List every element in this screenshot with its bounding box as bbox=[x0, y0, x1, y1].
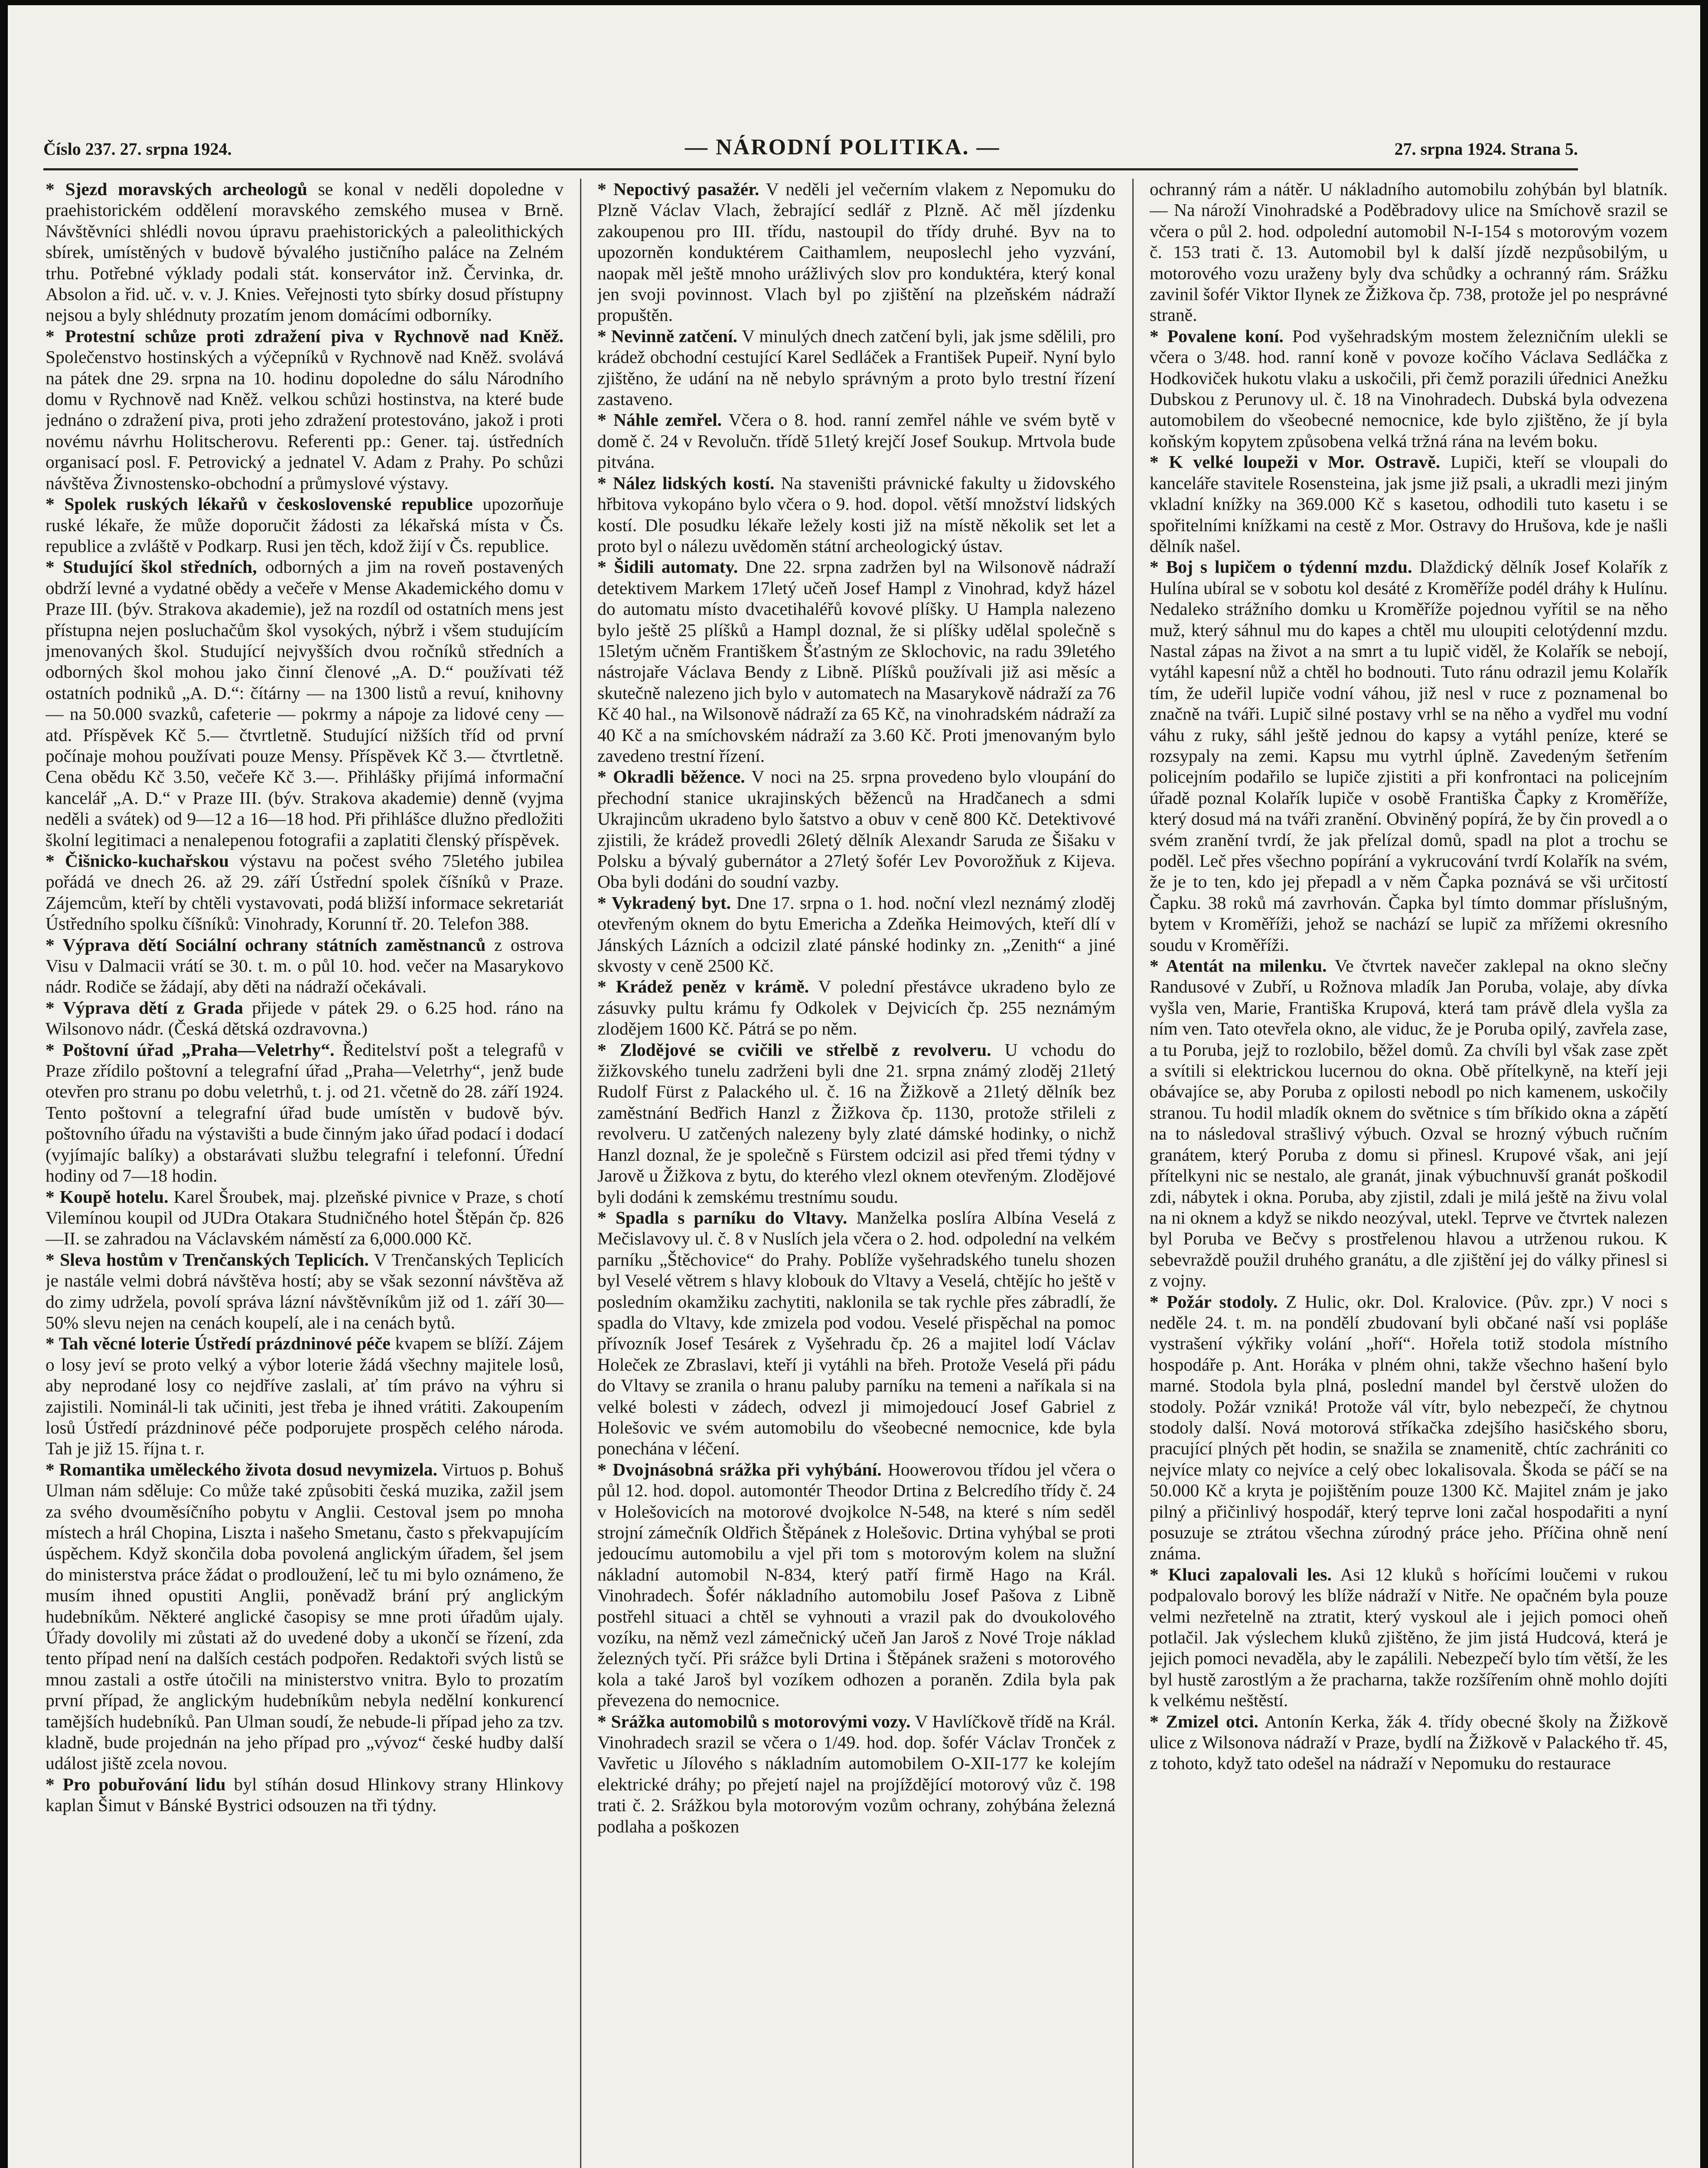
news-body: V Havlíčkově třídě na Král. Vinohradech srazil se včera o 1/49. hod. dop. šofér Václav Tronček z Vavřetic u Jílového s nákladním automobilem O-XII-177 ke kolejím elektrické dráhy; po přejetí najel na projíždějící motorový vůz č. 198 trati č. 2. Srážkou byla motorovým vozům ochrany, zohýbána železná podlaha a poškozen bbox=[597, 1711, 1115, 1836]
news-body: V Trenčanských Teplicích je nastále velmi dobrá návštěva hostí; aby se však sezonní návštěva až do zimy udržela, povolí správa lázní návštěvníkům již od 1. září 30—50% slevu nejen na cenách koupelí, ale i na cenách bytů. bbox=[46, 1249, 564, 1332]
issue-number-date: Číslo 237. 27. srpna 1924. bbox=[43, 139, 232, 159]
page-header bbox=[43, 134, 1578, 165]
news-body: Pod vyšehradským mostem železničním ulekli se včera o 3/48. hod. ranní koně v povoze kočího Václava Sedláčka z Hodkoviček hukotu vlaku a uskočili, při čemž porazili úřednici Anežku Dubskou z Perunovy ul. č. 18 na Vinohradech. Dubská byla odvezena automobilem do všeobecné nemocnice, kde bylo zjištěno, že jí byla koňským kopytem způsobena velká tržná rána na levém boku. bbox=[1150, 326, 1668, 451]
column-2 bbox=[597, 179, 1115, 2168]
news-item bbox=[46, 1333, 564, 1459]
news-body: kvapem se blíží. Zájem o losy jeví se proto velký a výbor loterie žádá všechny majitele losů, aby neprodané losy co nejdříve zaslali, ať tím právo na výhru si zajistili. Nominál-li tak učiniti, jest třeba je ihned vrátiti. Zakoupením losů Ústředí prázdninové péče podporujete prospěch celého národa. Tah je již 15. října t. r. bbox=[46, 1333, 564, 1459]
news-body: Asi 12 kluků s hořícími loučemi v rukou podpalovalo borový les blíže nádraží v Nitře. Ne opačném byla pouze velmi nezřetelně na ztratit, který vyskoul ale i jejich pomoci oheň potlačil. Jak výslechem kluků zjištěno, že jim jistá Hudcová, která je jejich pomoci nevaděla, aby le zapálili. Nebezpečí bylo tím větší, že les byl hustě zarostlým a že pracharna, takže rozšířením ohně mohlo dojíti k velkému neštěstí. bbox=[1150, 1564, 1668, 1711]
news-body: Manželka poslíra Albína Veselá z Mečislavovy ul. č. 8 v Nuslích jela včera o 2. hod. odpolední na velkém parníku „Štěchovice“ do Prahy. Poblíže vyšehradského tunelu shozen byl Veselé větrem s hlavy klobouk do Vltavy a Veselá, chtějíc ho ještě v posledním okamžiku zachytiti, naklonila se tak rychle přes zábradlí, že spadla do Vltavy, kde zmizela pod vodou. Veselé přispěchal na pomoc přívozník Josef Tesárek z Vyšehradu čp. 26 a majitel lodí Václav Holeček ze Zbraslavi, kteří ji vytáhli na břeh. Protože Veselá při pádu do Vltavy se zranila o hranu paluby parníku na temeni a naříkala si na velké bolesti v zádech, odvezl ji mimojedoucí Josef Gabriel z Holešovic ve svém automobilu do všeobecné nemocnice, kde byla ponechána v léčení. bbox=[597, 1207, 1115, 1459]
news-headline: * Nevinně zatčení. bbox=[597, 326, 737, 346]
news-body: výstavu na počest svého 75letého jubilea pořádá ve dnech 26. až 29. září Ústřední spolek číšníků v Praze. Zájemcům, kteří by chtěli vystavovati, podá bližší informace sekretariát Ústředního spolku číšníků: Vinohrady, Korunní tř. 20. Telefon 388. bbox=[46, 851, 564, 934]
news-item bbox=[46, 934, 564, 997]
news-headline: * Tah věcné loterie Ústředí prázdninové péče bbox=[46, 1333, 391, 1353]
news-item bbox=[597, 326, 1115, 410]
news-item bbox=[597, 976, 1115, 1039]
news-headline: * Poštovní úřad „Praha—Veletrhy“. bbox=[46, 1040, 334, 1060]
news-headline: * Studující škol středních, bbox=[46, 557, 257, 577]
news-item bbox=[597, 1039, 1115, 1207]
news-body: Na staveništi právnické fakulty u židovského hřbitova vykopáno bylo včera o 9. hod. dopol. větší množství lidských kostí. Dle posudku lékaře ležely kosti již na místě několik set let a proto byl o nálezu uvědoměn státní archeologický ústav. bbox=[597, 473, 1115, 556]
news-item bbox=[597, 892, 1115, 976]
news-item bbox=[1150, 451, 1668, 556]
news-headline: * Krádež peněz v krámě. bbox=[597, 976, 809, 996]
news-item bbox=[597, 473, 1115, 557]
news-item bbox=[1150, 1711, 1668, 1774]
news-body: Včera o 8. hod. ranní zemřel náhle ve svém bytě v domě č. 24 v Revolučn. třídě 51letý krejčí Josef Soukup. Mrtvola bude pitvána. bbox=[597, 410, 1115, 472]
news-item bbox=[1150, 955, 1668, 1291]
news-item bbox=[46, 1459, 564, 1774]
news-headline: * Srážka automobilů s motorovými vozy. bbox=[597, 1711, 910, 1731]
news-body: z ostrova Visu v Dalmacii vrátí se 30. t. m. o půl 10. hod. večer na Masarykovo nádr. Rodiče se žádají, aby děti na nádraží očekávali. bbox=[46, 934, 564, 997]
news-headline: * K velké loupeži v Mor. Ostravě. bbox=[1150, 452, 1440, 472]
news-item bbox=[597, 409, 1115, 472]
news-item bbox=[46, 326, 564, 493]
news-headline: * Dvojnásobná srážka při vyhýbání. bbox=[597, 1459, 882, 1479]
news-headline: * Okradli běžence. bbox=[597, 767, 745, 787]
news-headline: * Výprava dětí z Grada bbox=[46, 998, 243, 1018]
news-body: Společenstvo hostinských a výčepníků v Rychnově nad Kněž. svolává na pátek dne 29. srpna na 10. hodinu dopoledne do sálu Národního domu v Rychnově nad Kněž. velkou schůzi hostinstva, na které bude jednáno o zdražení piva, proti jeho zdražení protestováno, jakož i proti novému návrhu Holitscherovu. Referenti pp.: Gener. taj. ústředních organisací posl. F. Petrovický a jednatel V. Adam z Prahy. Po schůzi návštěva Živnostensko-obchodní a průmyslové výstavy. bbox=[46, 347, 564, 493]
news-body: U vchodu do žižkovského tunelu zadrženi byli dne 21. srpna známý zloděj 21letý Rudolf Fürst z Palackého ul. č. 16 na Žižkově a 21letý dělník bez zaměstnání Bedřich Hanzl z Žižkova čp. 1130, protože střileli z revolveru. U zatčených nalezeny byly zlaté dámské hodinky, o nichž Hanzl doznal, že je společně s Fürstem odcizil asi před třemi týdny v Jarově u Žižkova z bytu, do kterého vlezl oknem otevřeným. Zlodějové byli dodáni k zemskému trestnímu soudu. bbox=[597, 1039, 1115, 1207]
news-item bbox=[1150, 1291, 1668, 1564]
news-item bbox=[46, 493, 564, 556]
news-item bbox=[597, 1711, 1115, 1837]
news-headline: * Vykradený byt. bbox=[597, 893, 731, 913]
news-headline: * Výprava dětí Sociální ochrany státních zaměstnanců bbox=[46, 935, 486, 955]
date-page-number: 27. srpna 1924. Strana 5. bbox=[1394, 139, 1578, 159]
news-body: Karel Šroubek, maj. plzeňské pivnice v Praze, s chotí Vilemínou koupil od JUDra Otakara Studničného hotel Štěpán čp. 826—II. se zahradou na Václavském náměstí za 6,000.000 Kč. bbox=[46, 1186, 564, 1249]
news-item bbox=[46, 997, 564, 1039]
scan-top-edge bbox=[0, 0, 1708, 5]
news-body: byl stíhán dosud Hlinkovy strany Hlinkovy kaplan Šimut v Bánské Bystrici odsouzen na tři týdny. bbox=[46, 1774, 564, 1815]
news-body: Dne 22. srpna zadržen byl na Wilsonově nádraží detektivem Markem 17letý učeň Josef Hampl z Vinohrad, když házel do automatu místo dvacetihaléřů kovové plíšky. U Hampla nalezeno bylo ještě 25 plíšků a Hampl doznal, že si plíšky udělal společně s 15letým učněm Františkem Šťastným ze Sklochovic, na radu 39letého nástrojaře Václava Bendy z Libně. Plíšků používali již asi měsíc a skutečně nalezeno jich bylo v automatech na Masarykově nádraží za 76 Kč 40 hal., na Wilsonově nádraží za 65 Kč, na vinohradském nádraží za 40 Kč a na smíchovském nádraží za 3.60 Kč. Proti jmenovaným bylo zavedeno trestní řízení. bbox=[597, 557, 1115, 766]
news-body: V noci na 25. srpna provedeno bylo vloupání do přechodní stanice ukrajinských běženců na Hradčanech a sdmi Ukrajincům ukradeno bylo šatstvo a obuv v ceně 800 Kč. Detektivové zjistili, že krádež provedli 26letý dělník Alexandr Saruda ze Šišaku v Polsku a bývalý gubernátor a 27letý šofér Lev Povorožňuk z Kijeva. Oba byli dodáni do soudní vazby. bbox=[597, 767, 1115, 892]
news-item bbox=[46, 850, 564, 934]
news-headline: * Sjezd moravských archeologů bbox=[46, 179, 307, 199]
news-headline: * Pro pobuřování lidu bbox=[46, 1774, 226, 1794]
news-item bbox=[597, 556, 1115, 766]
news-body: Hoowerovou třídou jel včera o půl 12. hod. dopol. automontér Theodor Drtina z Belcredího třídy č. 24 v Holešovicích na motorové dvojkolce N-548, na které s ním seděl strojní zámečník Oldřich Štěpánek z Holešovic. Drtina vyhýbal se proti jedoucímu automobilu a vjel při tom s motorovým kolem na služní nákladní automobil N-834, který patří firmě Hago na Král. Vinohradech. Šofér nákladního automobilu Josef Pašova z Libně postřehl situaci a chtěl se vyhnouti a vrazil pak do dvoukolového vozíku, na němž vezl zámečnický učeň Jan Jaroš z Nové Troje náklad železných tyčí. Při srážce byli Drtina i Štěpánek sraženi s motorového kola a také Jaroš byl vozíkem odhozen a poraněn. Zdila byla pak převezena do nemocnice. bbox=[597, 1459, 1115, 1711]
news-headline: * Protestní schůze proti zdražení piva v Rychnově nad Kněž. bbox=[46, 326, 564, 346]
news-headline: * Atentát na milenku. bbox=[1150, 956, 1327, 976]
news-body: V minulých dnech zatčení byli, jak jsme sdělili, pro krádež obchodní cestující Karel Sedláček a František Pupeiř. Nyní bylo zjištěno, že udání na ně nebylo správným a proto bylo trestní řízení zastaveno. bbox=[597, 326, 1115, 409]
column-1 bbox=[46, 179, 564, 2168]
news-body: Dlaždický dělník Josef Kolařík z Hulína ubíral se v sobotu kol desáté z Kroměříže podél dráhy k Hulínu. Nedaleko strážního domku u Kroměříže pojednou vyřítil se na něho muž, který sáhnul mu do kapes a chtěl mu uloupiti celotýdenní mzdu. Nastal zápas na život a na smrt a tu lupič viděl, že Kolařík se nebojí, vytáhl kapesní nůž a chtěl ho bodnouti. Tuto ránu odrazil jemu Kolařík tím, že udeřil lupiče vodní váhou, již nesl v ruce z poznamenal bo značně na tváři. Lupič silné postavy vrhl se na něho a vydřel mu vodní váhu z ruky, sáhl ještě jednou do kapsy a vytáhl peníze, které se rozsypaly na zemi. Kapsu mu vytrhl úplně. Zavedeným šetřením policejním podařilo se lupiče zjistiti a při konfrontaci na policejním úřadě poznal Kolařík lupiče v osobě Františka Čapky z Kroměříže, který dosud má na tváři zranění. Obviněný popírá, že by čin provedl a o svém zranění tvrdí, že jak přelízal domů, spadl na plot a trochu se poděl. Leč přes všechno popírání a vykrucování tvrdí Kolařík na svém, že je to ten, kdo jej přepadl a v něm Čapka poznává se vši určitostí Čapku. 38 roků má zavrhován. Čapka byl tímto dommar příslušným, bytem v Kroměříži, jehož se nachází se lupič za mřížemi okresního soudu v Kroměříži. bbox=[1150, 557, 1668, 955]
news-headline: * Boj s lupičem o týdenní mzdu. bbox=[1150, 557, 1412, 577]
news-body: ochranný rám a nátěr. U nákladního automobilu zohýbán byl blatník. — Na nároží Vinohradské a Poděbradovy ulice na Smíchově srazil se včera o půl 2. hod. odpolední automobil N-I-154 s motorovým vozem č. 153 trati č. 13. Automobil byl k další jízdě nezpůsobilým, u motorového vozu uraženy byly dva schůdky a ochranný rám. Srážku zavinil šofér Viktor Ilynek ze Žižkova čp. 738, protože jel po nesprávné straně. bbox=[1150, 179, 1668, 325]
news-headline: * Náhle zemřel. bbox=[597, 410, 722, 430]
news-item bbox=[46, 1774, 564, 1816]
news-headline: * Spadla s parníku do Vltavy. bbox=[597, 1208, 847, 1228]
news-body: Ředitelství pošt a telegrafů v Praze zřídilo poštovní a telegrafní úřad „Praha—Veletrhy“, jenž bude otevřen pro stranu po dobu veletrhů, t. j. od 21. včetně do 28. září 1924. Tento poštovní a telegrafní úřad bude umístěn v budově býv. poštovního úřadu na výstavišti a bude činným jako úřad podací i dodací (vyjímajíc balíky) a obstarávati službu telegrafní i telefonní. Úřední hodiny od 7—18 hodin. bbox=[46, 1039, 564, 1186]
news-body: se konal v neděli dopoledne v praehistorickém oddělení moravského zemského musea v Brně. Návštěvníci shlédli novou úpravu praehistorických a paleolithických sbírek, umístěných v budově bývalého justičního paláce na Zelném trhu. Potřebné výklady podali stát. konservátor inž. Červinka, dr. Absolon a řid. uč. v. v. J. Knies. Veřejnosti tyto sbírky dosud přístupny nejsou a byly shlédnuty prozatím jenom domácími odborníky. bbox=[46, 179, 564, 325]
news-item bbox=[46, 179, 564, 326]
news-headline: * Nepoctivý pasažér. bbox=[597, 179, 759, 199]
column-3 bbox=[1150, 179, 1668, 2168]
news-headline: * Kluci zapalovali les. bbox=[1150, 1564, 1332, 1584]
news-headline: * Spolek ruských lékařů v československé republice bbox=[46, 494, 473, 514]
news-item bbox=[46, 1249, 564, 1333]
news-headline: * Čišnicko-kuchařskou bbox=[46, 851, 229, 871]
newspaper-title: — NÁRODNÍ POLITIKA. — bbox=[685, 135, 1001, 160]
news-body: Antonín Kerka, žák 4. třídy obecné školy na Žižkově ulice z Wilsonova nádraží v Praze, bydlí na Žižkově v Palackého tř. 45, z tohoto, když tato odešel na nádraží v Nepomuku do restaurace bbox=[1150, 1711, 1668, 1773]
news-item bbox=[597, 766, 1115, 892]
news-body: odborných a jim na roveň postavených obdrží levné a vydatné obědy a večeře v Mense Akademického domu v Praze III. (býv. Strakova akademie), jež na rozdíl od ostatních mens jest přístupna nejen posluchačům škol vysokých, nýbrž i všem studujícím jmenovaných škol. Studující nejvyšších dvou ročníků středních a odborných škol mohou jako činní členové „A. D.“ používati též ostatních podniků „A. D.“: čítárny — na 1300 listů a revuí, knihovny — na 50.000 svazků, cafeterie — pokrmy a nápoje za lidové ceny — atd. Příspěvek Kč 5.— čtvrtletně. Studující nižších tříd od první počínaje mohou používati pouze Mensy. Příspěvek Kč 3.— čtvrtletně. Cena obědu Kč 3.50, večeře Kč 3.—. Přihlášky přijímá informační kancelář „A. D.“ v Praze III. (býv. Strakova akademie) denně (vyjma neděli a svátek) od 9—12 a 16—18 hod. Při přihlášce dlužno předložiti školní legitimaci a nenalepenou fotografii a zaplatiti členský příspěvek. bbox=[46, 557, 564, 850]
news-body: upozorňuje ruské lékaře, že může doporučit žádosti za lékařská místa v Čs. republice a zvláště v Podkarp. Rusi jen těch, kdož žijí v Čs. republice. bbox=[46, 494, 564, 556]
news-item bbox=[597, 179, 1115, 326]
news-headline: * Koupě hotelu. bbox=[46, 1187, 169, 1207]
news-headline: * Povalene koní. bbox=[1150, 326, 1284, 346]
news-headline: * Zlodějové se cvičili ve střelbě z revolveru. bbox=[597, 1040, 991, 1060]
news-item bbox=[46, 1039, 564, 1186]
scan-right-edge bbox=[1700, 0, 1708, 2168]
news-headline: * Zmizel otci. bbox=[1150, 1711, 1258, 1731]
news-headline: * Požár stodoly. bbox=[1150, 1292, 1278, 1312]
news-item bbox=[46, 1186, 564, 1249]
header-rule bbox=[43, 168, 1578, 170]
news-item bbox=[1150, 556, 1668, 955]
news-body: Dne 17. srpna o 1. hod. noční vlezl neznámý zloděj otevřeným oknem do bytu Emericha a Zdeňka Heimových, kteří dlí v Jánských Lázních a odcizil zlaté pánské hodinky zn. „Zenith“ a jiné skvosty v ceně 2500 Kč. bbox=[597, 892, 1115, 976]
scan-left-edge bbox=[0, 0, 8, 2168]
column-divider-2 bbox=[1132, 179, 1134, 2168]
news-body: Lupiči, kteří se vloupali do kanceláře stavitele Rosensteina, jak jsme již psali, a ukradli mezi jiným vkladní knížky na 369.000 Kč s kasetou, odhodili tuto kasetu i se spořitelními knížkami na cestě z Mor. Ostravy do Hrušova, kde je našli dělník našel. bbox=[1150, 452, 1668, 556]
news-body: V polední přestávce ukradeno bylo ze zásuvky pultu krámu fy Odkolek v Dejvicích čp. 255 neznámým zlodějem 1600 Kč. Pátrá se po něm. bbox=[597, 976, 1115, 1039]
news-body: přijede v pátek 29. o 6.25 hod. ráno na Wilsonovo nádr. (Česká dětská ozdravovna.) bbox=[46, 997, 564, 1039]
column-divider-1 bbox=[580, 179, 581, 2168]
news-headline: * Šidili automaty. bbox=[597, 557, 738, 577]
news-item bbox=[1150, 326, 1668, 451]
news-headline: * Nález lidských kostí. bbox=[597, 473, 774, 493]
news-item bbox=[597, 1459, 1115, 1711]
news-headline: * Romantika uměleckého života dosud nevymizela. bbox=[46, 1459, 437, 1479]
news-body: V neděli jel večerním vlakem z Nepomuku do Plzně Václav Vlach, žebrající sedlář z Plzně. Ač měl jízdenku zakoupenou pro III. třídu, nastoupil do třídy druhé. Byv na to upozorněn konduktérem Caithamlem, neuposlechl jeho vyzvání, naopak měl ještě mnoho urážlivých slov pro konduktéra, který konal jen svoji povinnost. Vlach byl po zjištění na plzeňském nádraží propuštěn. bbox=[597, 179, 1115, 325]
news-body: Ve čtvrtek navečer zaklepal na okno slečny Randusové v Zubří, u Rožnova mladík Jan Poruba, volaje, aby dívka vyšla ven, Marie, Františka Krupová, která tam právě dlela vyšla za ním ven. Tato otevřela okno, ale viduc, že je Poruba opilý, zavřela zase, a tu Poruba, jejž to rozlobilo, běžel domů. Za chvíli byl však zase zpět a svítili si elektrickou lucernou do okna. Obě přítelkyně, na kteří jeji obávajíce se, aby Poruba z opilosti nebodl po nich kamenem, uskočily stranou. Tu hodil mladík oknem do světnice s tím bříkido okna a zápětí na to následoval strašlivý výbuch. Ozval se hrozný výbuch ručním granátem, který Poruba z domu si přinesl. Krupové však, ani její přítelkyni nic se nestalo, ale granát, jinak výbuchnuvší granát poškodil zdi, nábytek i okna. Poruba, aby zjistil, zdali je milá ještě na živu volal na ni oknem a když se nikdo neozýval, utekl. Teprve ve čtvrtek nalezen byl Poruba ve Bečvy s prostřelenou hlavou a utrženou rukou. K sebevraždě použil druhého granátu, a dle zjištění jej do války přinesl si z vojny. bbox=[1150, 956, 1668, 1291]
news-item bbox=[597, 1207, 1115, 1459]
news-item bbox=[1150, 179, 1668, 326]
news-body: Virtuos p. Bohuš Ulman nám sděluje: Co může také způsobiti česká muzika, zažil jsem za svého dvouměsíčního pobytu v Anglii. Cestoval jsem po mnoha místech a hrál Chopina, Liszta i našeho Smetanu, často s překvapujícím úspěchem. Když skončila doba povolená anglickým úřadem, šel jsem do ministerstva práce žádat o prodloužení, leč tu mi bylo oznámeno, že musím ihned opustiti Anglii, poněvadž brání prý anglickým hudebníkům. Některé anglické časopisy se mne proti úřadům ujaly. Úřady dovolily mi zůstati až do uvedené doby a ukončí se řízení, zda tento případ není na dalších cestách podpořen. Redaktoři svých listů se mnou zastali a ostře útočili na ministerstvo vnitra. Bylo to prozatím první případ, že anglickým hudebníkům nebyla nedělní konkurencí tamějších hudebníků. Pan Ulman soudí, že nebude-li případ jeho za tzv. kladně, bude projednán na jeho případ pro „vývoz“ české hudby další událost jiště zcela novou. bbox=[46, 1459, 564, 1773]
news-item bbox=[1150, 1564, 1668, 1711]
news-headline: * Sleva hostům v Trenčanských Teplicích. bbox=[46, 1250, 369, 1270]
news-item bbox=[46, 556, 564, 850]
news-body: Z Hulic, okr. Dol. Kralovice. (Pův. zpr.) V noci s neděle 24. t. m. na pondělí zbudovaní byli občané naší vsi popláše vystrašení výkřiky volání „hoří“. Hořela totiž stodola místního hospodáře p. Ant. Horáka v plném ohni, takže všechno hašení bylo marné. Stodola byla plná, poslední mandel byl čerstvě uložen do stodoly. Požár vzniká! Protože vál vítr, bylo nebezpečí, že chytnou stodoly další. Nová motorová stříkačka zdejšího hasičského sboru, pracující plných pět hodin, se snažila se znamenitě, chtíc zachrániti co nejvíce mlaty co nejvíce a celý obec lokalisovala. Škoda se páčí se na 50.000 Kč a kryta je pojištěním pouze 1300 Kč. Majitel znám je jako pilný a přičinlivý hospodář, který teprve loni začal hospodařiti a nyní posuzuje se ztrátou všechna zúrodný práce jeho. Příčina ohně není známa. bbox=[1150, 1291, 1668, 1564]
